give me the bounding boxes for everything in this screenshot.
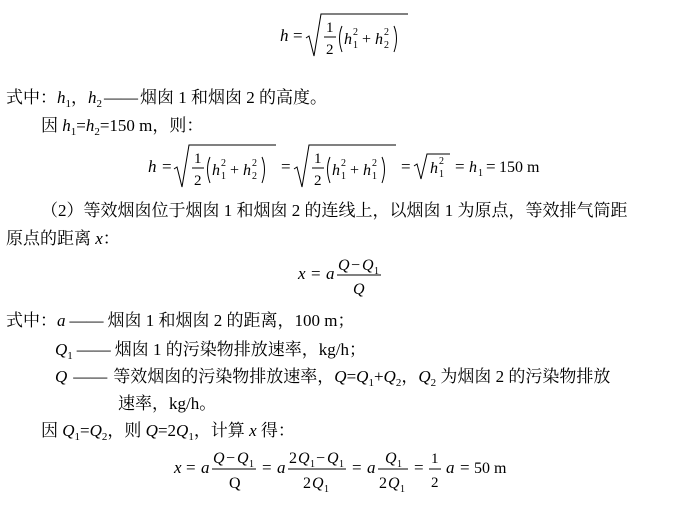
eq4-f2-den-q1-sub: 1 [324, 484, 329, 495]
dash: —— [104, 88, 138, 107]
eq4-a1: a [201, 458, 210, 477]
eq4-f2-q1-sub: 1 [310, 459, 315, 470]
condition-line-heights [41, 116, 203, 142]
desc-heights: 烟囱 1 和烟囱 2 的高度。 [140, 88, 327, 107]
eq1-plus: + [362, 31, 372, 48]
label-yin: 因 [41, 116, 58, 135]
eq1-rparen [394, 26, 397, 52]
eq2-a-plus: + [230, 162, 240, 179]
y2-q1: Q [62, 421, 75, 440]
dash-q1: —— [76, 340, 111, 359]
eq4-f3-den-two: 2 [379, 475, 387, 492]
eq2-b-h1: h [332, 162, 340, 179]
var-a: a [57, 311, 66, 330]
eq2-a-rparen [262, 157, 265, 183]
var-h1-sub: 1 [65, 98, 71, 110]
y2-q1b: Q [176, 421, 189, 440]
q-eq-mid: = [346, 367, 357, 386]
dash-a: —— [69, 311, 104, 330]
eq3-num-q: Q [338, 257, 350, 274]
q-sep: ， [401, 367, 419, 386]
label-shizhong: 式中： [6, 88, 57, 107]
eq4-f2-minus: − [316, 450, 326, 467]
var-q1: Q [55, 340, 68, 359]
cond-h2-sub: 2 [94, 126, 100, 138]
q-eq-q1-sub: 1 [368, 377, 374, 389]
eq1-h1-sup: 2 [353, 27, 358, 38]
eq4-f1-den: Q [229, 475, 241, 492]
eq1-h1: h [344, 31, 352, 48]
eq2-b-den: 2 [314, 173, 322, 189]
eq2-a-h1: h [212, 162, 220, 179]
eq2-a-h1-sub: 1 [221, 171, 226, 182]
eq2-c-h1: h [430, 160, 438, 177]
equation-distance-result [174, 446, 514, 502]
eq4-eq-b: = [262, 458, 272, 477]
eq4-f1-q1-sub: 1 [249, 459, 254, 470]
eq1-h2-sub: 2 [384, 40, 389, 51]
eq2-b-lparen [328, 157, 331, 183]
eq1-lhs: h [280, 26, 289, 45]
eq2-d-h1-sub: 1 [478, 168, 483, 179]
eq4-f2-q1: Q [298, 450, 310, 467]
definition-line-heights [6, 88, 327, 114]
eq4-f3-den-q1: Q [388, 475, 400, 492]
q-eq-q1: Q [356, 367, 369, 386]
desc-q1: 烟囱 1 的污染物排放速率，kg/h； [114, 340, 367, 359]
eq4-f4-num: 1 [431, 451, 439, 467]
eq1-equals: = [293, 26, 303, 45]
eq4-eq-a: = [186, 458, 196, 477]
y2-q: Q [145, 421, 158, 440]
eq2-a-h2-sub: 2 [252, 171, 257, 182]
cond-value: =150 m，则： [99, 116, 204, 135]
eq3-x: x [298, 264, 306, 283]
eq2-b-h1b-sup: 2 [372, 158, 377, 169]
q-eq-q2: Q [383, 367, 396, 386]
equation-distance-formula [298, 254, 398, 306]
eq3-eq: = [311, 264, 321, 283]
label-shizhong-2: 式中： [6, 311, 57, 330]
eq2-a-den: 2 [194, 173, 202, 189]
var-h2-sub: 2 [96, 98, 102, 110]
q-q2b-sub: 2 [430, 377, 437, 389]
q-eq-q2-sub: 2 [395, 377, 402, 389]
eq1-h2: h [375, 31, 383, 48]
y2-ze: ，则 [107, 421, 142, 440]
condition-line-rates [41, 421, 295, 447]
eq2-result: 150 m [499, 159, 540, 176]
cond-h1-sub: 1 [70, 126, 77, 138]
cond-h2: h [85, 116, 95, 135]
eq4-eq-c: = [352, 458, 362, 477]
eq4-a2: a [277, 458, 286, 477]
eq2-b-rparen [382, 157, 385, 183]
dash-q: —— [73, 367, 108, 386]
paragraph-equivalent-stack-line1: （2）等效烟囱位于烟囱 1 和烟囱 2 的连线上，以烟囱 1 为原点，等效排气筒距 [41, 201, 628, 220]
eq4-f2-den-two: 2 [303, 475, 311, 492]
eq2-b-h1-sub: 1 [341, 171, 346, 182]
eq2-a-h2: h [243, 162, 251, 179]
eq4-x: x [174, 458, 182, 477]
eq4-f2-q1b: Q [327, 450, 339, 467]
definition-line-q1 [55, 340, 366, 366]
y2-eq2: =2 [157, 421, 177, 440]
y2-x: x [249, 421, 257, 440]
eq2-d-h1: h [469, 159, 477, 176]
eq2-a-lparen [208, 157, 211, 183]
eq2-eq-a: = [162, 157, 172, 176]
var-q: Q [55, 367, 68, 386]
eq4-f4-den: 2 [431, 475, 439, 491]
eq2-b-h1b-sub: 1 [372, 171, 377, 182]
eq3-num-q1: Q [362, 257, 374, 274]
cond-h1: h [62, 116, 71, 135]
eq1-frac-den: 2 [326, 42, 334, 58]
eq1-lparen [340, 26, 343, 52]
eq4-result: 50 m [474, 460, 507, 477]
eq1-h1-sub: 1 [353, 40, 358, 51]
label-yin-2: 因 [41, 421, 58, 440]
eq1-frac-num: 1 [326, 20, 334, 36]
eq4-f3-q1: Q [385, 450, 397, 467]
eq2-c-h1-sub: 1 [439, 169, 444, 180]
definition-line-q [55, 367, 610, 393]
eq4-f3-den-q1-sub: 1 [400, 484, 405, 495]
eq4-f2-two: 2 [289, 450, 297, 467]
eq2-eq-c: = [401, 157, 411, 176]
eq2-eq-b: = [281, 157, 291, 176]
y2-eq: = [80, 421, 90, 440]
y2-q2-sub: 2 [101, 431, 108, 443]
q-eq-plus: + [373, 367, 384, 386]
q-q2b: Q [418, 367, 431, 386]
equation-height-formula [280, 8, 410, 68]
y2-q1b-sub: 1 [188, 431, 194, 443]
eq2-b-h1-sup: 2 [341, 158, 346, 169]
eq4-eq-d: = [414, 458, 424, 477]
definition-line-a [6, 311, 354, 331]
eq4-f1-q: Q [213, 450, 225, 467]
eq2-eq-d: = [455, 157, 465, 176]
eq2-b-num: 1 [314, 151, 322, 167]
eq2-a-h2-sup: 2 [252, 158, 257, 169]
eq2-eq-e: = [486, 157, 496, 176]
eq4-eq-e: = [460, 458, 470, 477]
definition-line-q-cont: 速率，kg/h。 [118, 394, 217, 413]
eq2-b-h1b: h [363, 162, 371, 179]
eq2-lhs: h [148, 157, 157, 176]
sep: ， [71, 88, 88, 107]
eq2-c-h1-sup: 2 [439, 156, 444, 167]
eq3-num-minus: − [351, 257, 361, 274]
desc-q-b: 为烟囱 2 的污染物排放 [440, 367, 611, 386]
y2-de: 得： [260, 421, 295, 440]
eq3-den-q: Q [353, 281, 365, 298]
var-h2: h [88, 88, 97, 107]
eq2-a-num: 1 [194, 151, 202, 167]
paragraph-equivalent-stack-line2 [6, 229, 120, 249]
eq1-h2-sup: 2 [384, 27, 389, 38]
eq4-f2-q1b-sub: 1 [339, 459, 344, 470]
para2-x: x [95, 229, 103, 248]
para2-colon: ： [102, 229, 120, 248]
y2-q1-sub: 1 [74, 431, 81, 443]
eq2-b-plus: + [350, 162, 360, 179]
cond-eq: = [76, 116, 86, 135]
y2-q2: Q [89, 421, 102, 440]
eq2-a-h1-sup: 2 [221, 158, 226, 169]
equation-height-result [148, 142, 540, 200]
eq4-f1-minus: − [226, 450, 236, 467]
eq3-a: a [326, 264, 335, 283]
eq4-f2-den-q1: Q [312, 475, 324, 492]
eq3-num-q1-sub: 1 [374, 266, 379, 277]
eq4-a4: a [446, 458, 455, 477]
eq4-f1-q1: Q [237, 450, 249, 467]
desc-a: 烟囱 1 和烟囱 2 的距离，100 m； [107, 311, 355, 330]
var-q1-sub: 1 [67, 350, 73, 362]
para2-text: 原点的距离 [6, 229, 91, 248]
y2-calc: ，计算 [193, 421, 245, 440]
var-h1: h [57, 88, 66, 107]
eq4-f3-q1-sub: 1 [397, 459, 402, 470]
desc-q-a: 等效烟囱的污染物排放速率， [113, 367, 335, 386]
eq4-a3: a [367, 458, 376, 477]
q-eq-q: Q [334, 367, 347, 386]
